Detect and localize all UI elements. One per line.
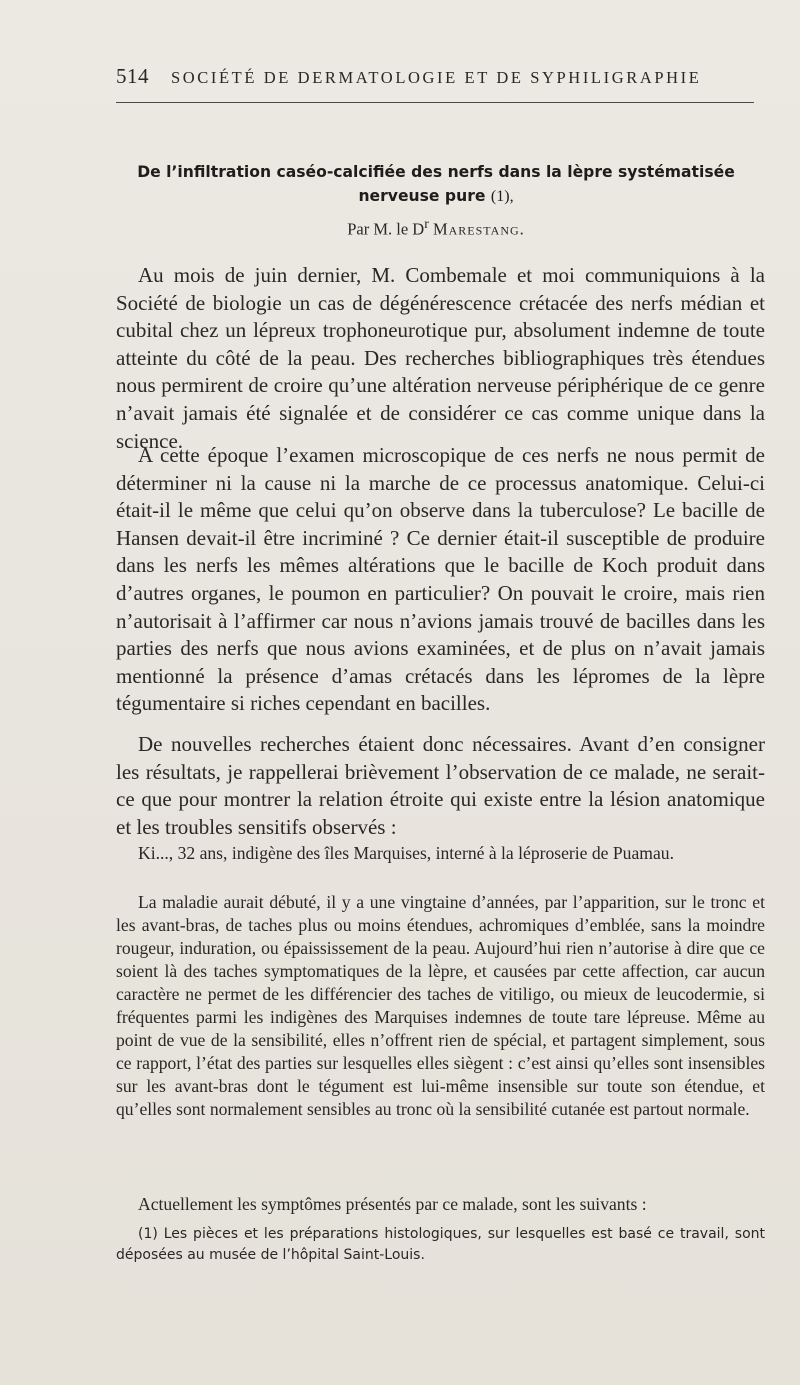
footnote: (1) Les pièces et les préparations histologiques, sur lesquelles est basé ce travail, sont déposées au musée de l’hôpital Saint-Louis. [116, 1226, 765, 1263]
footnote-marker: (1), [490, 188, 514, 205]
byline-prefix: Par M. le D [347, 219, 425, 239]
article-title-text: De l’infiltration caséo-calcifiée des nerfs dans la lèpre systématisée nerveuse pure [137, 163, 735, 205]
paragraph-text: La maladie aurait débuté, il y a une vingtaine d’années, par l’apparition, sur le tronc et les avant-bras, de taches plus ou moins étendues, achromiques d’emblée, sans la moindre rougeur, induration, ou épaississement de la peau. Aujourd’hui rien n’autorise à dire que ce soient là des taches symptomatiques de la lèpre, et causées par cette affection, car aucun caractère ne permet de les différencier des taches de vitiligo, ou mieux de leucodermie, si fréquentes parmi les indigènes des Marquises indemnes de toute tare lépreuse. Même au point de vue de la sensibilité, elles n’offrent rien de spécial, et partagent simplement, sous ce rapport, l’état des parties sur lesquelles elles siègent : c’est ainsi qu’elles sont insensibles sur les avant-bras dont le tégument est lui-même insensible sur toute son étendue, et qu’elles sont normalement sensibles au tronc où la sensibilité cutanée est partout normale. [116, 892, 765, 1119]
paragraph-text: A cette époque l’examen microscopique de ces nerfs ne nous permit de déterminer ni la cause ni la marche de ce processus anatomique. Celui-ci était-il le même que celui qu’on observe dans la tuberculose? Le bacille de Hansen devait-il être incriminé ? Ce dernier était-il susceptible de produire dans les nerfs les mêmes altérations que le bacille de Koch produit dans d’autres organes, le poumon en particulier? On pouvait le croire, mais rien n’autorisait à l’affirmer car nous n’avions jamais trouvé de bacilles dans les parties des nerfs que nous avions examinées, et de plus on n’avait jamais mentionné la présence d’amas crétacés dans les lépromes de la lèpre tégumentaire si riches cependant en bacilles. [116, 443, 765, 716]
paragraph-text: Ki..., 32 ans, indigène des îles Marquises, interné à la léproserie de Puamau. [138, 843, 674, 863]
header-rule [116, 102, 754, 103]
paragraph-text: Au mois de juin dernier, M. Combemale et moi communiquions à la Société de biologie un cas de dégénérescence crétacée des nerfs médian et cubital chez un lépreux trophoneurotique pur, absolument indemne de toute atteinte du côté de la peau. Des recherches bibliographiques très étendues nous permirent de croire qu’une altération nerveuse périphérique de ce genre n’avait jamais été signalée et de considérer ce cas comme unique dans la science. [116, 263, 765, 453]
running-header [116, 64, 756, 89]
article-title [112, 160, 760, 209]
author-byline [112, 216, 760, 240]
paragraph-text: Actuellement les symptômes présentés par ce malade, sont les suivants : [138, 1194, 647, 1214]
paragraph-1 [116, 262, 765, 455]
author-name: Marestang. [432, 219, 525, 239]
observation-intro [116, 842, 765, 865]
observation-history [116, 891, 765, 1121]
byline-sup: r [424, 216, 429, 231]
page-number: 514 [116, 64, 149, 88]
running-title: SOCIÉTÉ DE DERMATOLOGIE ET DE SYPHILIGRAPHIE [171, 68, 702, 87]
paragraph-text: De nouvelles recherches étaient donc nécessaires. Avant d’en consigner les résultats, je rappellerai brièvement l’observation de ce malade, ne serait-ce que pour montrer la relation étroite qui existe entre la lésion anatomique et les troubles sensitifs observés : [116, 732, 765, 839]
paragraph-3 [116, 731, 765, 841]
observation-symptoms-lead [116, 1193, 765, 1216]
paragraph-2 [116, 442, 765, 718]
